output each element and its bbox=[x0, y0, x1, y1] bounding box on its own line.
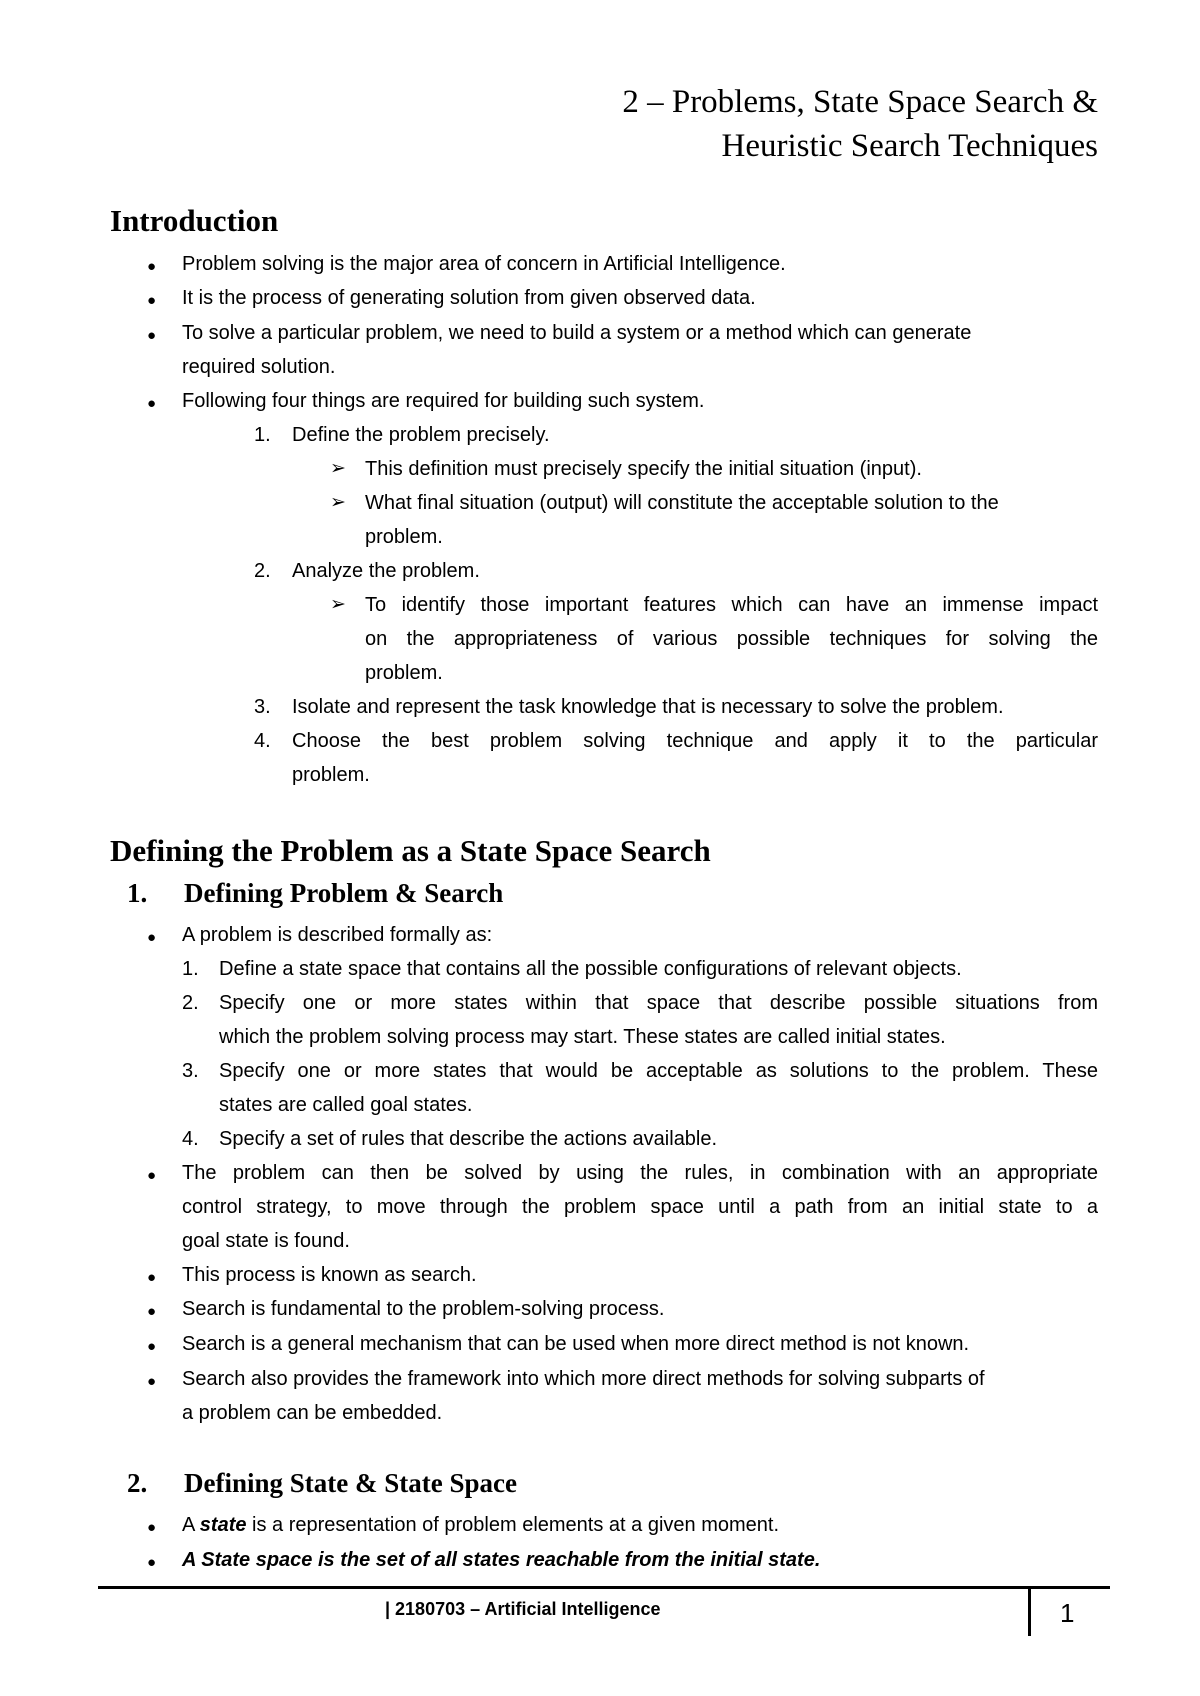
list-number: 3. bbox=[254, 696, 271, 718]
bullet-icon: ● bbox=[147, 395, 157, 412]
step-1: Define the problem precisely. bbox=[292, 424, 550, 446]
intro-bullet-3-line-2: required solution. bbox=[182, 356, 336, 378]
subheading-number: 2. bbox=[127, 1468, 148, 1498]
formal-step-2-line-2: which the problem solving process may start. These states are called initial states. bbox=[219, 1026, 946, 1048]
bullet-icon: ● bbox=[147, 258, 157, 275]
subheading-text: Defining Problem & Search bbox=[184, 878, 504, 908]
list-number: 2. bbox=[182, 992, 199, 1014]
s2-bullet-6-line-1: Search also provides the framework into which more direct methods for solving subparts of bbox=[182, 1368, 985, 1390]
state-definition-text: is a representation of problem elements at a given moment. bbox=[246, 1514, 779, 1536]
step-3: Isolate and represent the task knowledge that is necessary to solve the problem. bbox=[292, 696, 1004, 718]
intro-bullet-4: Following four things are required for building such system. bbox=[182, 390, 705, 412]
arrow-bullet-icon: ➢ bbox=[330, 594, 346, 615]
subheading-defining-problem bbox=[127, 878, 503, 909]
formal-step-2-line-1: Specify one or more states within that space that describe possible situations from bbox=[219, 992, 1098, 1014]
step-2-sub-1-line-1: To identify those important features which can have an immense impact bbox=[365, 594, 1098, 616]
s2-bullet-3: This process is known as search. bbox=[182, 1264, 477, 1286]
bullet-icon: ● bbox=[147, 1167, 157, 1184]
bullet-icon: ● bbox=[147, 327, 157, 344]
step-2-sub-1-line-3: problem. bbox=[365, 662, 443, 684]
list-number: 1. bbox=[254, 424, 271, 446]
list-number: 2. bbox=[254, 560, 271, 582]
s2-bullet-2-line-1: The problem can then be solved by using the rules, in combination with an appropriate bbox=[182, 1162, 1098, 1184]
subheading-text: Defining State & State Space bbox=[184, 1468, 517, 1498]
list-number: 3. bbox=[182, 1060, 199, 1082]
step-4-line-2: problem. bbox=[292, 764, 370, 786]
title-line-2: Heuristic Search Techniques bbox=[721, 128, 1098, 164]
list-number: 4. bbox=[254, 730, 271, 752]
intro-bullet-1: Problem solving is the major area of concern in Artificial Intelligence. bbox=[182, 253, 786, 275]
s2-bullet-2-line-3: goal state is found. bbox=[182, 1230, 350, 1252]
s2-bullet-1: A problem is described formally as: bbox=[182, 924, 493, 946]
list-number: 4. bbox=[182, 1128, 199, 1150]
footer-divider bbox=[98, 1586, 1110, 1589]
step-4-line-1: Choose the best problem solving technique and apply it to the particular bbox=[292, 730, 1098, 752]
step-2: Analyze the problem. bbox=[292, 560, 480, 582]
footer-course-code: | 2180703 – Artificial Intelligence bbox=[385, 1599, 661, 1619]
bullet-icon: ● bbox=[147, 1519, 157, 1536]
arrow-bullet-icon: ➢ bbox=[330, 458, 346, 479]
list-number: 1. bbox=[182, 958, 199, 980]
bullet-icon: ● bbox=[147, 1303, 157, 1320]
subheading-number: 1. bbox=[127, 878, 148, 908]
state-term: state bbox=[199, 1514, 247, 1536]
page-number: 1 bbox=[1060, 1598, 1075, 1628]
subheading-defining-state bbox=[127, 1468, 517, 1499]
formal-step-4: Specify a set of rules that describe the actions available. bbox=[219, 1128, 718, 1150]
s2-bullet-4: Search is fundamental to the problem-solving process. bbox=[182, 1298, 665, 1320]
bullet-icon: ● bbox=[147, 1269, 157, 1286]
bullet-icon: ● bbox=[147, 1373, 157, 1390]
document-title bbox=[622, 80, 1098, 168]
formal-step-3-line-2: states are called goal states. bbox=[219, 1094, 473, 1116]
intro-bullet-2: It is the process of generating solution from given observed data. bbox=[182, 287, 756, 309]
s2-bullet-5: Search is a general mechanism that can be used when more direct method is not known. bbox=[182, 1333, 970, 1355]
footer-vertical-divider bbox=[1028, 1586, 1031, 1636]
arrow-bullet-icon: ➢ bbox=[330, 492, 346, 513]
state-definition bbox=[182, 1513, 779, 1537]
bullet-icon: ● bbox=[147, 1554, 157, 1571]
formal-step-3-line-1: Specify one or more states that would be acceptable as solutions to the problem. These bbox=[219, 1060, 1098, 1082]
title-line-1: 2 – Problems, State Space Search & bbox=[622, 84, 1098, 120]
state-definition-prefix: A bbox=[182, 1514, 200, 1536]
bullet-icon: ● bbox=[147, 292, 157, 309]
heading-introduction: Introduction bbox=[110, 203, 279, 238]
bullet-icon: ● bbox=[147, 1338, 157, 1355]
heading-state-space-search: Defining the Problem as a State Space Search bbox=[110, 833, 711, 868]
s2-bullet-6-line-2: a problem can be embedded. bbox=[182, 1402, 443, 1424]
state-space-definition: A State space is the set of all states reachable from the initial state. bbox=[182, 1549, 821, 1571]
s2-bullet-2-line-2: control strategy, to move through the problem space until a path from an initial state to a bbox=[182, 1196, 1098, 1218]
step-1-sub-2-line-1: What final situation (output) will constitute the acceptable solution to the bbox=[365, 492, 999, 514]
step-2-sub-1-line-2: on the appropriateness of various possible techniques for solving the bbox=[365, 628, 1098, 650]
step-1-sub-1: This definition must precisely specify the initial situation (input). bbox=[365, 458, 922, 480]
intro-bullet-3-line-1: To solve a particular problem, we need to build a system or a method which can generate bbox=[182, 322, 972, 344]
formal-step-1: Define a state space that contains all the possible configurations of relevant objects. bbox=[219, 958, 962, 980]
bullet-icon: ● bbox=[147, 929, 157, 946]
step-1-sub-2-line-2: problem. bbox=[365, 526, 443, 548]
